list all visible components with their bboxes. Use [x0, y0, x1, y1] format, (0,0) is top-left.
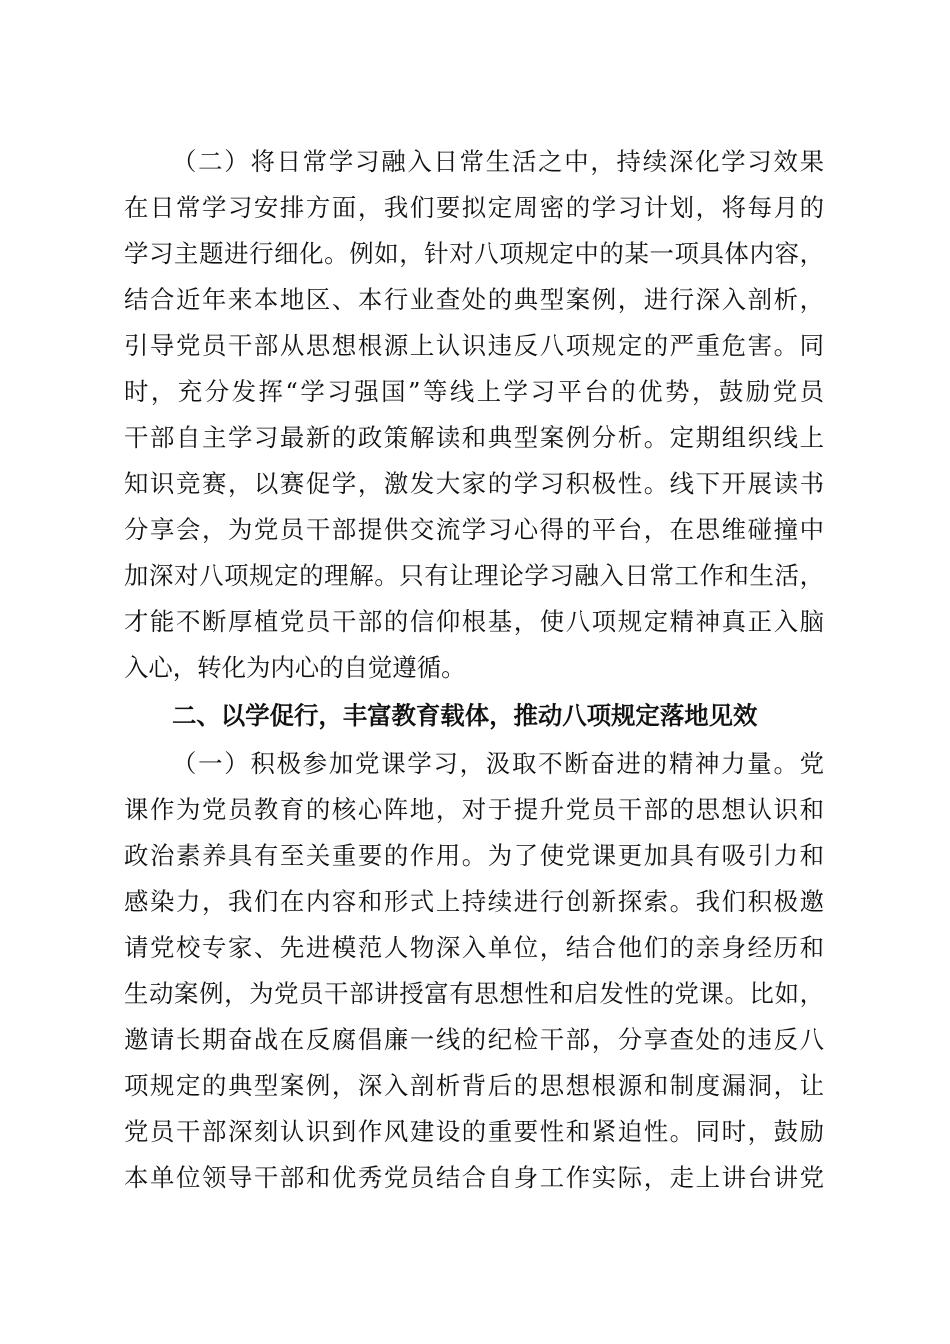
paragraph-line: 请党校专家、先进模范人物深入单位，结合他们的亲身经历和	[124, 933, 824, 962]
paragraph-line: 课作为党员教育的核心阵地，对于提升党员干部的思想认识和	[124, 795, 824, 824]
paragraph-line: 在日常学习安排方面，我们要拟定周密的学习计划，将每月的	[124, 193, 824, 222]
paragraph-first-line: （一）积极参加党课学习，汲取不断奋进的精神力量。党	[172, 749, 824, 778]
paragraph-line: 干部自主学习最新的政策解读和典型案例分析。定期组织线上	[124, 423, 824, 452]
paragraph-line: 分享会，为党员干部提供交流学习心得的平台，在思维碰撞中	[124, 515, 824, 544]
paragraph-line: 知识竞赛，以赛促学，激发大家的学习积极性。线下开展读书	[124, 469, 824, 498]
paragraph-line: 生动案例，为党员干部讲授富有思想性和启发性的党课。比如，	[124, 979, 824, 1008]
paragraph-line: 引导党员干部从思想根源上认识违反八项规定的严重危害。同	[124, 331, 824, 360]
paragraph-line: 本单位领导干部和优秀党员结合自身工作实际，走上讲台讲党	[124, 1163, 824, 1192]
paragraph-line: 才能不断厚植党员干部的信仰根基，使八项规定精神真正入脑	[124, 607, 824, 636]
paragraph-line: 结合近年来本地区、本行业查处的典型案例，进行深入剖析，	[124, 285, 824, 314]
paragraph-line: 邀请长期奋战在反腐倡廉一线的纪检干部，分享查处的违反八	[124, 1025, 824, 1054]
paragraph-line: 学习主题进行细化。例如，针对八项规定中的某一项具体内容，	[124, 239, 824, 268]
paragraph-line: 时，充分发挥“学习强国”等线上学习平台的优势，鼓励党员	[124, 377, 824, 406]
paragraph-line: 入心，转化为内心的自觉遵循。	[124, 653, 466, 682]
section-heading: 二、以学促行，丰富教育载体，推动八项规定落地见效	[172, 701, 758, 730]
paragraph-line: 加深对八项规定的理解。只有让理论学习融入日常工作和生活，	[124, 561, 824, 590]
paragraph-line: 党员干部深刻认识到作风建设的重要性和紧迫性。同时，鼓励	[124, 1117, 824, 1146]
subsection-title: （二）将日常学习融入日常生活之中，持续深化学习效果	[172, 147, 824, 176]
paragraph-line: 感染力，我们在内容和形式上持续进行创新探索。我们积极邀	[124, 887, 824, 916]
paragraph-line: 项规定的典型案例，深入剖析背后的思想根源和制度漏洞，让	[124, 1071, 824, 1100]
paragraph-line: 政治素养具有至关重要的作用。为了使党课更加具有吸引力和	[124, 841, 824, 870]
